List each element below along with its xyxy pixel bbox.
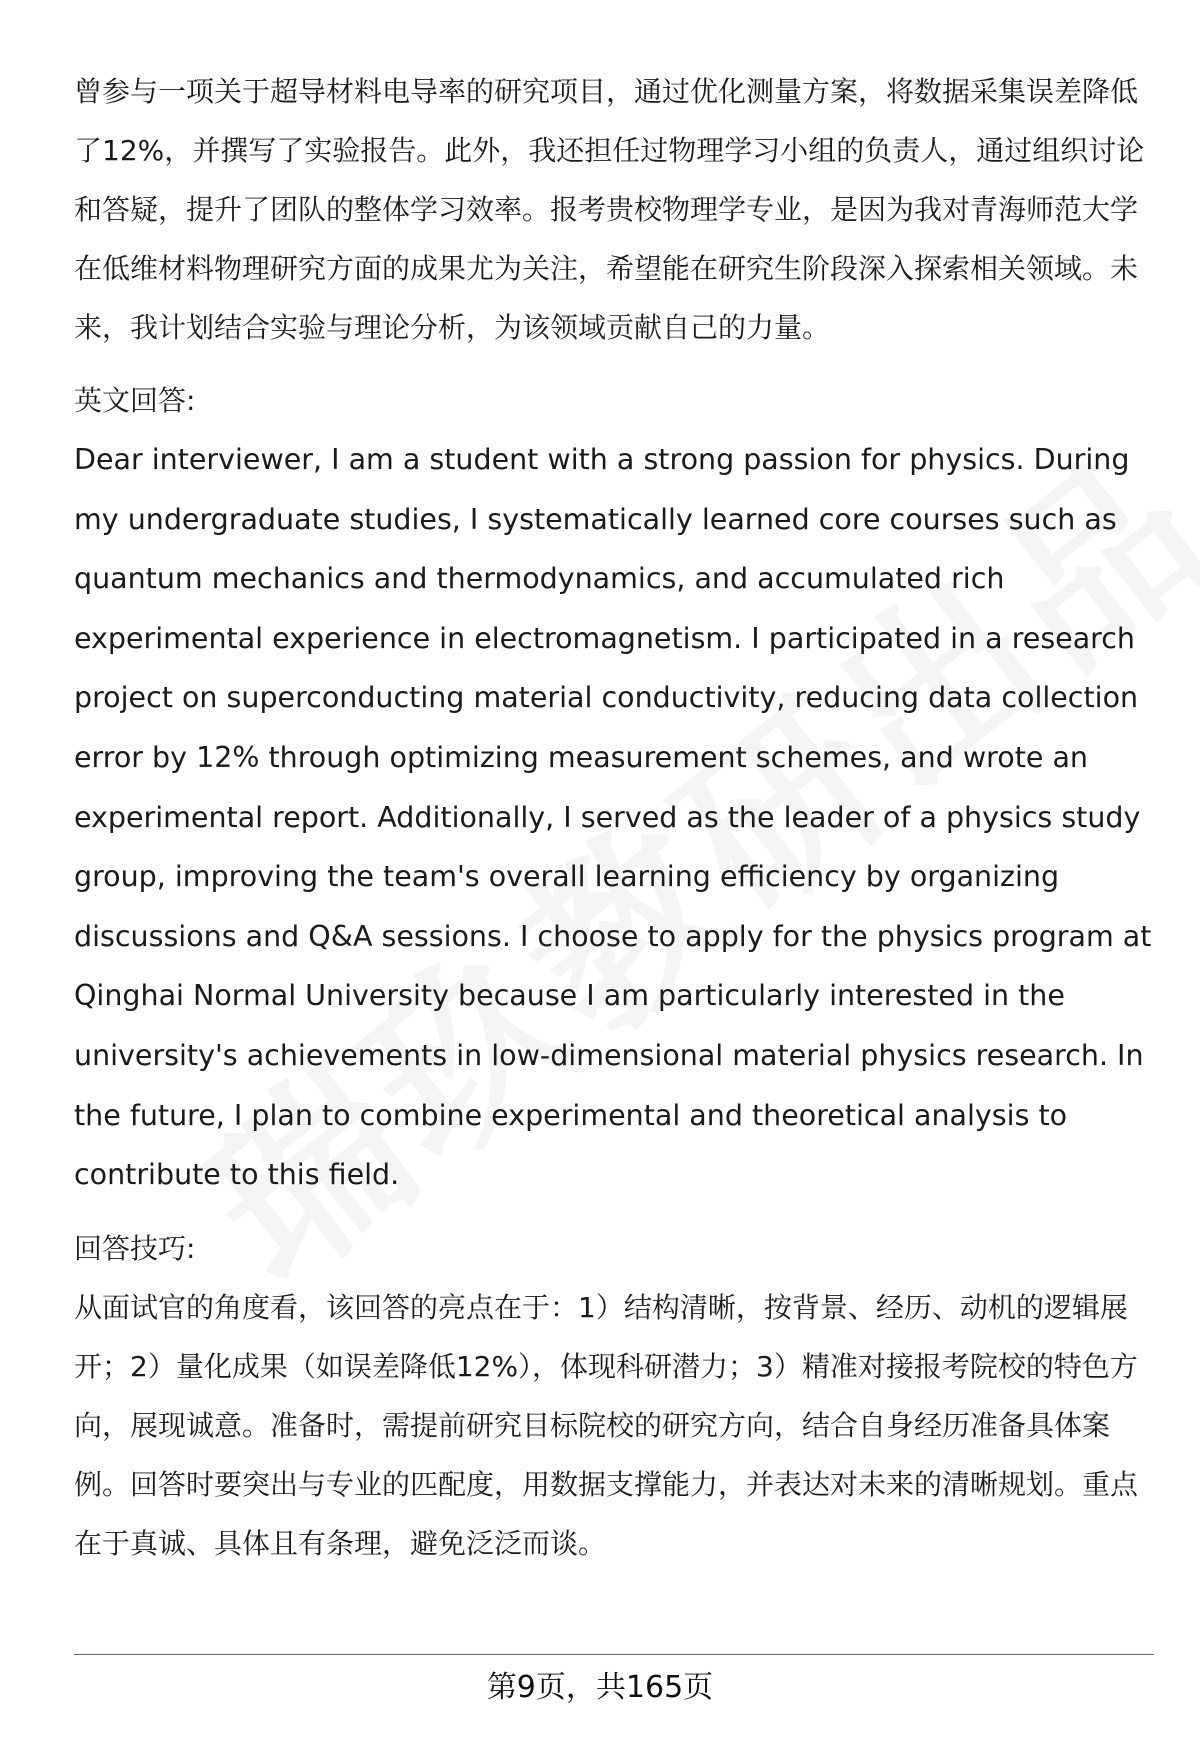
answer-tips-paragraph: 从面试官的角度看，该回答的亮点在于：1）结构清晰，按背景、经历、动机的逻辑展开；2）量化成果（如误差降低12%），体现科研潜力；3）精准对接报考院校的特色方向，展现诚意。准备时，需提前研究目标院校的研究方向，结合自身经历准备具体案例。回答时要突出与专业的匹配度，用数据支撑能力，并表达对未来的清晰规划。重点在于真诚、具体且有条理，避免泛泛而谈。 — [74, 1290, 1139, 1560]
english-answer-paragraph: Dear interviewer, I am a student with a strong passion for physics. During my undergraduate studies, I systematically learned core courses such as quantum mechanics and thermodynamics, and accumulated rich experimental experience in electromagnetism. I participated in a research project on superconducting material conductivity, reducing data collection error by 12% through optimizing measurement schemes, and wrote an experimental report. Additionally, I served as the leader of a physics study group, improving the team's overall learning efficiency by organizing discussions and Q&A sessions. I choose to apply for the physics program at Qinghai Normal University because I am particularly interested in the university's achievements in low-dimensional material physics research. In the future, I plan to combine experimental and theoretical analysis to contribute to this field. — [74, 443, 1152, 1192]
chinese-answer-paragraph: 曾参与一项关于超导材料电导率的研究项目，通过优化测量方案，将数据采集误差降低了12%，并撰写了实验报告。此外，我还担任过物理学习小组的负责人，通过组织讨论和答疑，提升了团队的整体学习效率。报考贵校物理学专业，是因为我对青海师范大学在低维材料物理研究方面的成果尤为关注，希望能在研究生阶段深入探索相关领域。未来，我计划结合实验与理论分析，为该领域贡献自己的力量。 — [74, 75, 1145, 344]
footer-divider — [74, 1654, 1154, 1655]
answer-tips-heading: 回答技巧: — [74, 1231, 196, 1265]
page-content — [74, 62, 1154, 1573]
page-number: 第9页，共165页 — [486, 1670, 714, 1705]
english-answer-heading: 英文回答: — [74, 384, 196, 417]
